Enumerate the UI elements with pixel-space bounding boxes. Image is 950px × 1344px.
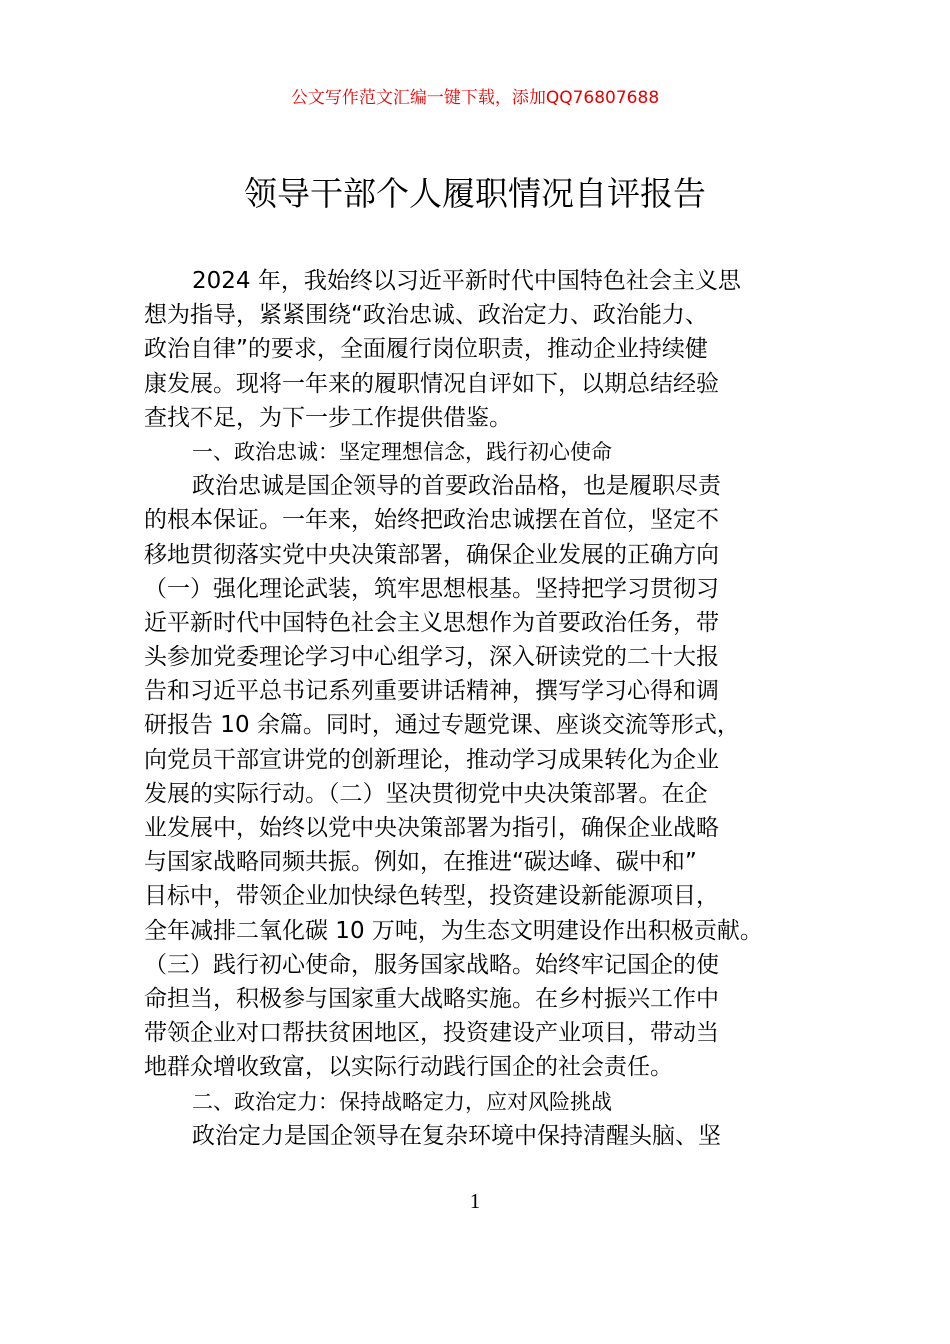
- section-heading: 二、政治定力：保持战略定力，应对风险挑战: [192, 1089, 612, 1114]
- document-body: [144, 264, 808, 1153]
- paragraph-line: 康发展。现将一年来的履职情况自评如下，以期总结经验: [144, 370, 719, 397]
- document-title: 领导干部个人履职情况自评报告: [244, 174, 706, 213]
- paragraph-line: 全年减排二氧化碳 10 万吨，为生态文明建设作出积极贡献。: [144, 917, 763, 944]
- paragraph-line: 业发展中，始终以党中央决策部署为指引，确保企业战略: [144, 815, 719, 841]
- paragraph-line: 目标中，带领企业加快绿色转型，投资建设新能源项目，: [144, 883, 719, 910]
- header-note: 公文写作范文汇编一键下载，添加QQ76807688: [290, 88, 660, 108]
- section-heading: 一、政治忠诚：坚定理想信念，践行初心使命: [192, 439, 612, 464]
- paragraph-line: 命担当，积极参与国家重大战略实施。在乡村振兴工作中: [144, 985, 719, 1012]
- paragraph-line: 移地贯彻落实党中央决策部署，确保企业发展的正确方向: [144, 541, 719, 568]
- paragraph-line: 地群众增收致富，以实际行动践行国企的社会责任。: [144, 1054, 673, 1081]
- paragraph-line: 政治自律”的要求，全面履行岗位职责，推动企业持续健: [144, 336, 708, 363]
- paragraph-line: 近平新时代中国特色社会主义思想作为首要政治任务，带: [144, 609, 719, 636]
- paragraph-line: 发展的实际行动。（二）坚决贯彻党中央决策部署。在企: [144, 780, 708, 807]
- paragraph-line: 想为指导，紧紧围绕“政治忠诚、政治定力、政治能力、: [144, 302, 708, 329]
- paragraph-line: 政治定力是国企领导在复杂环境中保持清醒头脑、坚: [192, 1122, 721, 1149]
- paragraph-line: 查找不足，为下一步工作提供借鉴。: [144, 404, 512, 431]
- paragraph-line: 向党员干部宣讲党的创新理论，推动学习成果转化为企业: [144, 746, 719, 773]
- paragraph-line: （一）强化理论武装，筑牢思想根基。坚持把学习贯彻习: [144, 575, 719, 602]
- paragraph-line: 与国家战略同频共振。例如，在推进“碳达峰、碳中和”: [144, 849, 697, 876]
- paragraph-line: 政治忠诚是国企领导的首要政治品格，也是履职尽责: [192, 473, 721, 500]
- paragraph-line: （三）践行初心使命，服务国家战略。始终牢记国企的使: [144, 951, 719, 978]
- paragraph-line: 研报告 10 余篇。同时，通过专题党课、座谈交流等形式，: [144, 712, 740, 739]
- paragraph-line: 告和习近平总书记系列重要讲话精神，撰写学习心得和调: [144, 678, 719, 705]
- paragraph-line: 的根本保证。一年来，始终把政治忠诚摆在首位，坚定不: [144, 507, 719, 534]
- page-number: 1: [469, 1189, 481, 1213]
- paragraph-line: 头参加党委理论学习中心组学习，深入研读党的二十大报: [144, 644, 719, 671]
- paragraph-line: 带领企业对口帮扶贫困地区，投资建设产业项目，带动当: [144, 1020, 719, 1047]
- paragraph-line: 2024 年，我始终以习近平新时代中国特色社会主义思: [192, 268, 741, 294]
